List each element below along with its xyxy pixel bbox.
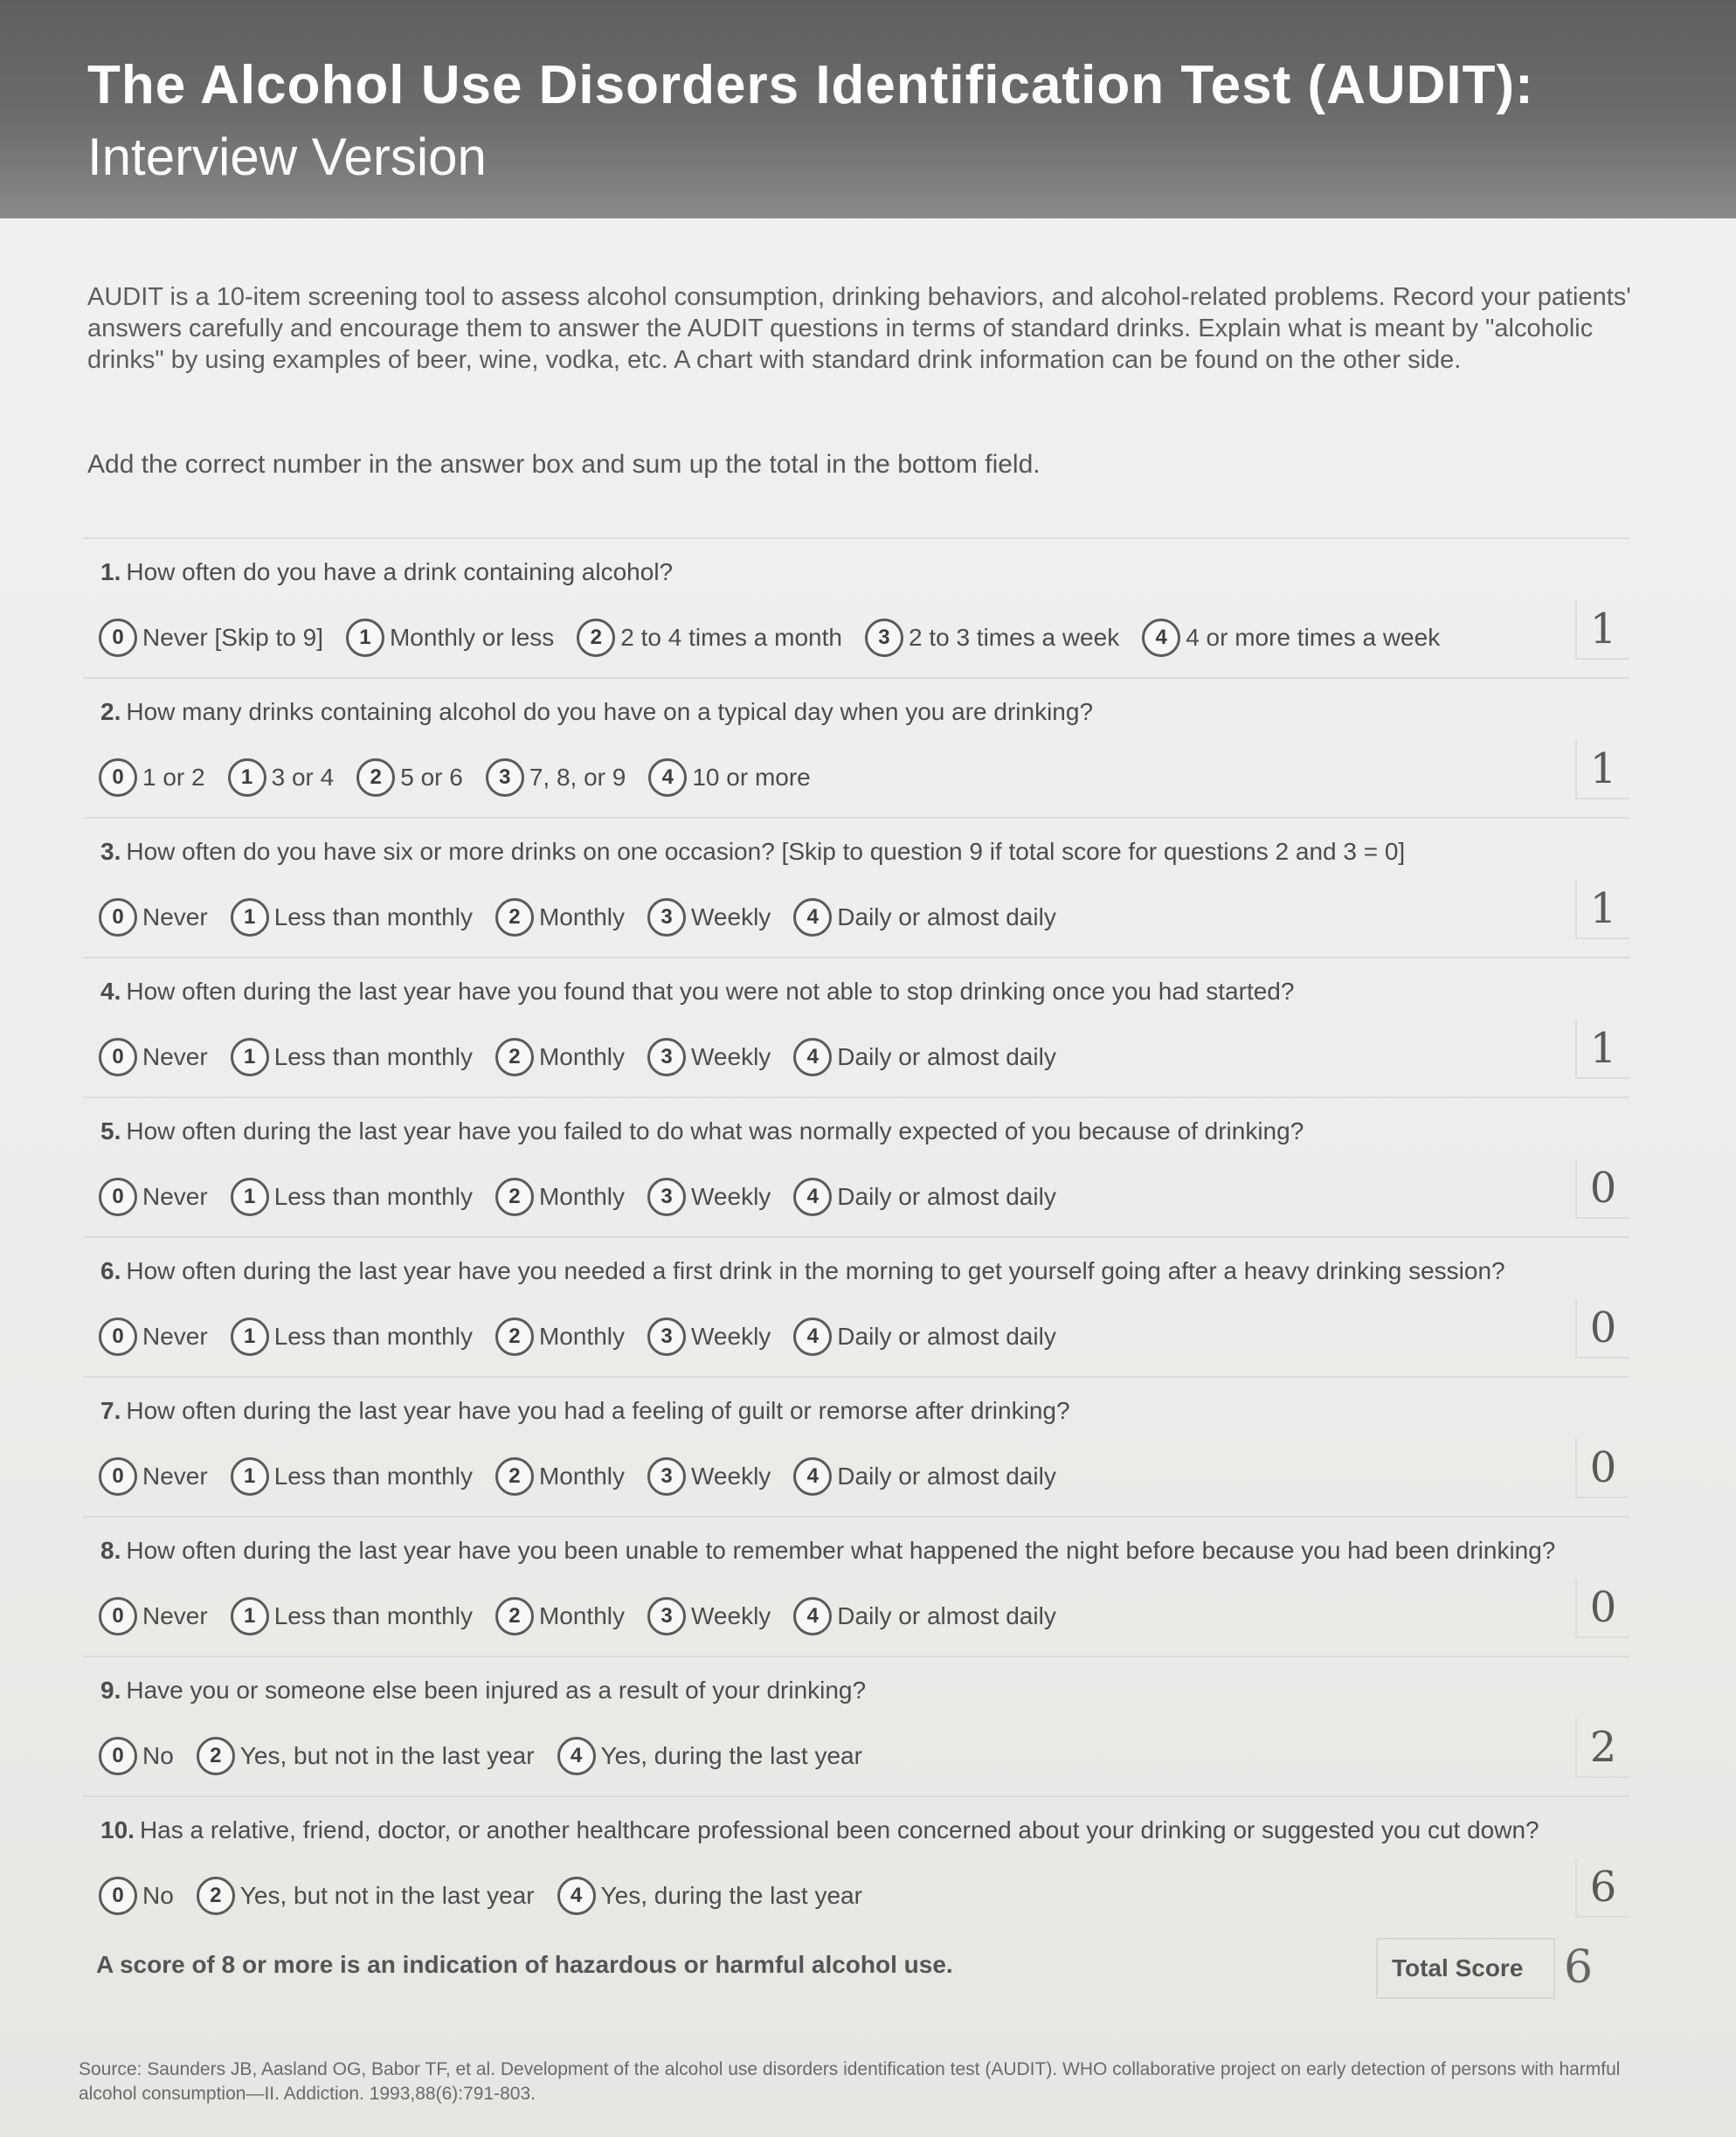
answer-option[interactable] — [793, 1317, 1056, 1356]
option-label: 3 or 4 — [271, 764, 335, 791]
answer-options — [99, 1455, 1079, 1498]
answer-option[interactable] — [647, 1178, 771, 1216]
question-body: How often during the last year have you failed to do what was normally expected of you because of drinking? — [126, 1117, 1304, 1145]
answer-box[interactable]: 0 — [1575, 1439, 1629, 1498]
option-label: Monthly — [538, 1043, 625, 1070]
option-label: Monthly or less — [389, 624, 555, 651]
score-circle: 0 — [99, 758, 137, 797]
answer-box[interactable]: 1 — [1575, 600, 1629, 660]
score-circle: 1 — [231, 1317, 269, 1356]
score-circle: 4 — [557, 1877, 596, 1915]
score-circle: 0 — [99, 1737, 137, 1775]
option-label: 2 to 4 times a month — [620, 624, 842, 651]
question-number: 4. — [100, 978, 121, 1005]
answer-option[interactable] — [647, 1038, 771, 1076]
total-score-label: Total Score — [1392, 1954, 1524, 1981]
question-9 — [83, 1656, 1629, 1788]
option-label: Monthly — [538, 1463, 625, 1490]
question-number: 7. — [100, 1397, 121, 1424]
answer-option[interactable] — [231, 1597, 473, 1636]
option-label: Less than monthly — [273, 1323, 473, 1350]
answer-option[interactable] — [1142, 619, 1440, 657]
score-circle: 4 — [793, 1178, 832, 1216]
question-7 — [83, 1376, 1629, 1509]
question-body: How often do you have a drink containing alcohol? — [126, 558, 674, 585]
answer-box[interactable]: 6 — [1575, 1858, 1629, 1918]
option-label: Monthly — [538, 1323, 625, 1350]
question-8 — [83, 1516, 1629, 1649]
option-label: Weekly — [691, 1043, 771, 1070]
option-label: Yes, but not in the last year — [239, 1882, 535, 1909]
option-label: No — [142, 1882, 174, 1909]
answer-options — [99, 1315, 1079, 1359]
answer-options — [99, 1874, 885, 1918]
score-circle: 4 — [793, 1038, 832, 1076]
total-score-box[interactable] — [1376, 1938, 1555, 1999]
question-text — [100, 1397, 1638, 1425]
score-circle: 2 — [495, 1597, 534, 1636]
question-number: 8. — [100, 1537, 121, 1564]
answer-option[interactable] — [99, 1877, 174, 1915]
option-label: Monthly — [538, 1183, 625, 1210]
question-text — [100, 558, 1638, 586]
question-number: 9. — [100, 1677, 121, 1704]
option-label: Weekly — [691, 903, 771, 930]
answer-box[interactable]: 2 — [1575, 1719, 1629, 1778]
option-label: Less than monthly — [273, 1602, 473, 1629]
answer-option[interactable] — [495, 1178, 625, 1216]
answer-box[interactable]: 0 — [1575, 1579, 1629, 1638]
score-circle: 1 — [346, 619, 384, 657]
score-circle: 2 — [495, 898, 534, 937]
score-circle: 0 — [99, 619, 137, 657]
question-4 — [83, 957, 1629, 1089]
score-circle: 1 — [231, 1597, 269, 1636]
answer-options — [99, 1734, 885, 1778]
option-label: Never [Skip to 9] — [142, 624, 323, 651]
option-label: Yes, but not in the last year — [239, 1742, 535, 1769]
answer-option[interactable] — [99, 1737, 174, 1775]
question-body: How many drinks containing alcohol do you have on a typical day when you are drinking? — [126, 698, 1094, 725]
option-label: Weekly — [691, 1463, 771, 1490]
option-label: Daily or almost daily — [837, 1043, 1056, 1070]
question-6 — [83, 1236, 1629, 1369]
option-label: Weekly — [691, 1602, 771, 1629]
option-label: Weekly — [691, 1323, 771, 1350]
question-body: How often during the last year have you needed a first drink in the morning to get yourself going after a heavy drinking session? — [126, 1257, 1505, 1284]
answer-option[interactable] — [495, 1457, 625, 1496]
score-circle: 2 — [197, 1737, 235, 1775]
option-label: Daily or almost daily — [837, 903, 1056, 930]
question-1 — [83, 537, 1629, 670]
option-label: Daily or almost daily — [837, 1323, 1056, 1350]
option-label: No — [142, 1742, 174, 1769]
question-number: 2. — [100, 698, 121, 725]
question-body: How often do you have six or more drinks on one occasion? [Skip to question 9 if total score for questions 2 and 3 = 0] — [126, 838, 1406, 865]
answer-options — [99, 756, 833, 799]
score-circle: 2 — [356, 758, 395, 797]
answer-options — [99, 1035, 1079, 1079]
score-circle: 1 — [231, 1178, 269, 1216]
score-circle: 1 — [231, 1038, 269, 1076]
answer-box[interactable]: 0 — [1575, 1299, 1629, 1359]
question-3 — [83, 817, 1629, 950]
score-circle: 3 — [647, 1178, 686, 1216]
answer-option[interactable] — [647, 1597, 771, 1636]
answer-option[interactable] — [99, 1317, 208, 1356]
score-circle: 4 — [793, 1317, 832, 1356]
answer-option[interactable] — [231, 1038, 473, 1076]
answer-box[interactable]: 0 — [1575, 1159, 1629, 1219]
score-circle: 0 — [99, 1317, 137, 1356]
answer-option[interactable] — [197, 1877, 535, 1915]
answer-option[interactable] — [99, 1597, 208, 1636]
answer-option[interactable] — [197, 1737, 535, 1775]
question-body: How often during the last year have you found that you were not able to stop drinking once you had started? — [126, 978, 1295, 1005]
answer-option[interactable] — [346, 619, 554, 657]
answer-options — [99, 896, 1079, 939]
score-circle: 2 — [197, 1877, 235, 1915]
option-label: Monthly — [538, 903, 625, 930]
answer-option[interactable] — [231, 898, 473, 937]
score-circle: 0 — [99, 1457, 137, 1496]
score-circle: 0 — [99, 1038, 137, 1076]
score-circle: 3 — [865, 619, 903, 657]
answer-option[interactable] — [648, 758, 810, 797]
score-circle: 2 — [495, 1178, 534, 1216]
answer-option[interactable] — [495, 1317, 625, 1356]
question-text — [100, 1257, 1638, 1285]
score-circle: 4 — [1142, 619, 1180, 657]
answer-option[interactable] — [647, 1457, 771, 1496]
answer-option[interactable] — [99, 898, 208, 937]
question-body: Has a relative, friend, doctor, or another healthcare professional been concerned about your drinking or suggested you cut down? — [139, 1816, 1539, 1843]
answer-option[interactable] — [486, 758, 626, 797]
answer-box[interactable]: 1 — [1575, 1020, 1629, 1079]
score-circle: 0 — [99, 1597, 137, 1636]
question-2 — [83, 677, 1629, 810]
intro-paragraph: AUDIT is a 10-item screening tool to assess alcohol consumption, drinking behaviors, and alcohol-related problems. Record your patients' answers carefully and encourage them to answer the AUDIT questions in terms of standard drinks. Explain what is meant by "alcoholic drinks" by using examples of beer, wine, vodka, etc. A chart with standard drink information can be found on the other side. — [87, 283, 1631, 374]
option-label: Less than monthly — [273, 1043, 473, 1070]
option-label: Never — [142, 1043, 208, 1070]
form-title: The Alcohol Use Disorders Identification Test (AUDIT): — [87, 55, 1534, 115]
score-circle: 3 — [647, 1038, 686, 1076]
answer-option[interactable] — [793, 1038, 1056, 1076]
option-label: 10 or more — [692, 764, 811, 791]
question-text — [100, 1677, 1638, 1705]
answer-option[interactable] — [231, 1457, 473, 1496]
option-label: Weekly — [691, 1183, 771, 1210]
score-circle: 3 — [486, 758, 524, 797]
answer-option[interactable] — [495, 898, 625, 937]
answer-options — [99, 616, 1463, 660]
question-10 — [83, 1795, 1629, 1928]
answer-option[interactable] — [577, 619, 842, 657]
answer-options — [99, 1175, 1079, 1219]
option-label: Never — [142, 1463, 208, 1490]
score-circle: 1 — [228, 758, 266, 797]
score-circle: 4 — [793, 1457, 832, 1496]
answer-option[interactable] — [793, 1457, 1056, 1496]
question-number: 6. — [100, 1257, 121, 1284]
option-label: Yes, during the last year — [600, 1882, 862, 1909]
question-text — [100, 1117, 1638, 1145]
option-label: Never — [142, 1183, 208, 1210]
score-circle: 4 — [557, 1737, 596, 1775]
answer-option[interactable] — [99, 1457, 208, 1496]
answer-option[interactable] — [99, 758, 205, 797]
question-text — [100, 1537, 1638, 1565]
score-circle: 4 — [648, 758, 687, 797]
answer-option[interactable] — [99, 1038, 208, 1076]
answer-box[interactable]: 1 — [1575, 740, 1629, 799]
question-number: 5. — [100, 1117, 121, 1145]
option-label: Less than monthly — [273, 1463, 473, 1490]
question-number: 10. — [100, 1816, 135, 1843]
answer-option[interactable] — [793, 1597, 1056, 1636]
source-citation: Source: Saunders JB, Aasland OG, Babor TF, et al. Development of the alcohol use disorders identification test (AUDIT). WHO collaborative project on early detection of persons with harmful alcohol consumption—II. Addiction. 1993,88(6):791-803. — [79, 2059, 1621, 2104]
answer-option[interactable] — [647, 1317, 771, 1356]
answer-option[interactable] — [99, 1178, 208, 1216]
score-circle: 2 — [495, 1038, 534, 1076]
score-circle: 0 — [99, 1877, 137, 1915]
answer-option[interactable] — [647, 898, 771, 937]
option-label: 2 to 3 times a week — [908, 624, 1120, 651]
total-score-value: 6 — [1564, 1941, 1594, 1994]
option-label: 1 or 2 — [142, 764, 205, 791]
question-body: How often during the last year have you had a feeling of guilt or remorse after drinking? — [126, 1397, 1070, 1424]
score-circle: 1 — [231, 898, 269, 937]
score-circle: 1 — [231, 1457, 269, 1496]
answer-option[interactable] — [557, 1737, 862, 1775]
hazard-note: A score of 8 or more is an indication of hazardous or harmful alcohol use. — [96, 1951, 953, 1978]
option-label: 4 or more times a week — [1186, 624, 1441, 651]
answer-options — [99, 1594, 1079, 1638]
score-circle: 3 — [647, 898, 686, 937]
option-label: Less than monthly — [273, 903, 473, 930]
score-circle: 2 — [495, 1317, 534, 1356]
answer-option[interactable] — [228, 758, 335, 797]
answer-option[interactable] — [793, 898, 1056, 937]
answer-option[interactable] — [99, 619, 323, 657]
option-label: 5 or 6 — [400, 764, 463, 791]
score-circle: 0 — [99, 1178, 137, 1216]
score-circle: 3 — [647, 1457, 686, 1496]
score-circle: 4 — [793, 1597, 832, 1636]
answer-option[interactable] — [231, 1178, 473, 1216]
answer-option[interactable] — [495, 1038, 625, 1076]
header-banner — [0, 0, 1736, 218]
option-label: Monthly — [538, 1602, 625, 1629]
question-body: How often during the last year have you been unable to remember what happened the night before because you had been drinking? — [126, 1537, 1556, 1564]
answer-option[interactable] — [231, 1317, 473, 1356]
score-circle: 4 — [793, 898, 832, 937]
option-label: Never — [142, 1323, 208, 1350]
option-label: Yes, during the last year — [600, 1742, 862, 1769]
option-label: Daily or almost daily — [837, 1463, 1056, 1490]
score-circle: 3 — [647, 1597, 686, 1636]
answer-option[interactable] — [557, 1877, 862, 1915]
option-label: 7, 8, or 9 — [529, 764, 626, 791]
answer-option[interactable] — [495, 1597, 625, 1636]
answer-box[interactable]: 1 — [1575, 880, 1629, 939]
answer-option[interactable] — [356, 758, 463, 797]
answer-option[interactable] — [793, 1178, 1056, 1216]
option-label: Never — [142, 1602, 208, 1629]
question-text — [100, 838, 1638, 866]
score-circle: 2 — [577, 619, 615, 657]
question-text — [100, 1816, 1638, 1844]
score-circle: 0 — [99, 898, 137, 937]
option-label: Daily or almost daily — [837, 1602, 1056, 1629]
option-label: Daily or almost daily — [837, 1183, 1056, 1210]
question-5 — [83, 1096, 1629, 1229]
score-circle: 2 — [495, 1457, 534, 1496]
question-body: Have you or someone else been injured as a result of your drinking? — [126, 1677, 867, 1704]
question-number: 1. — [100, 558, 121, 585]
option-label: Less than monthly — [273, 1183, 473, 1210]
option-label: Never — [142, 903, 208, 930]
question-number: 3. — [100, 838, 121, 865]
score-circle: 3 — [647, 1317, 686, 1356]
question-text — [100, 978, 1638, 1006]
instruction-text: Add the correct number in the answer box and sum up the total in the bottom field. — [87, 450, 1041, 479]
answer-option[interactable] — [865, 619, 1119, 657]
form-subtitle: Interview Version — [87, 128, 487, 186]
question-text — [100, 698, 1638, 726]
